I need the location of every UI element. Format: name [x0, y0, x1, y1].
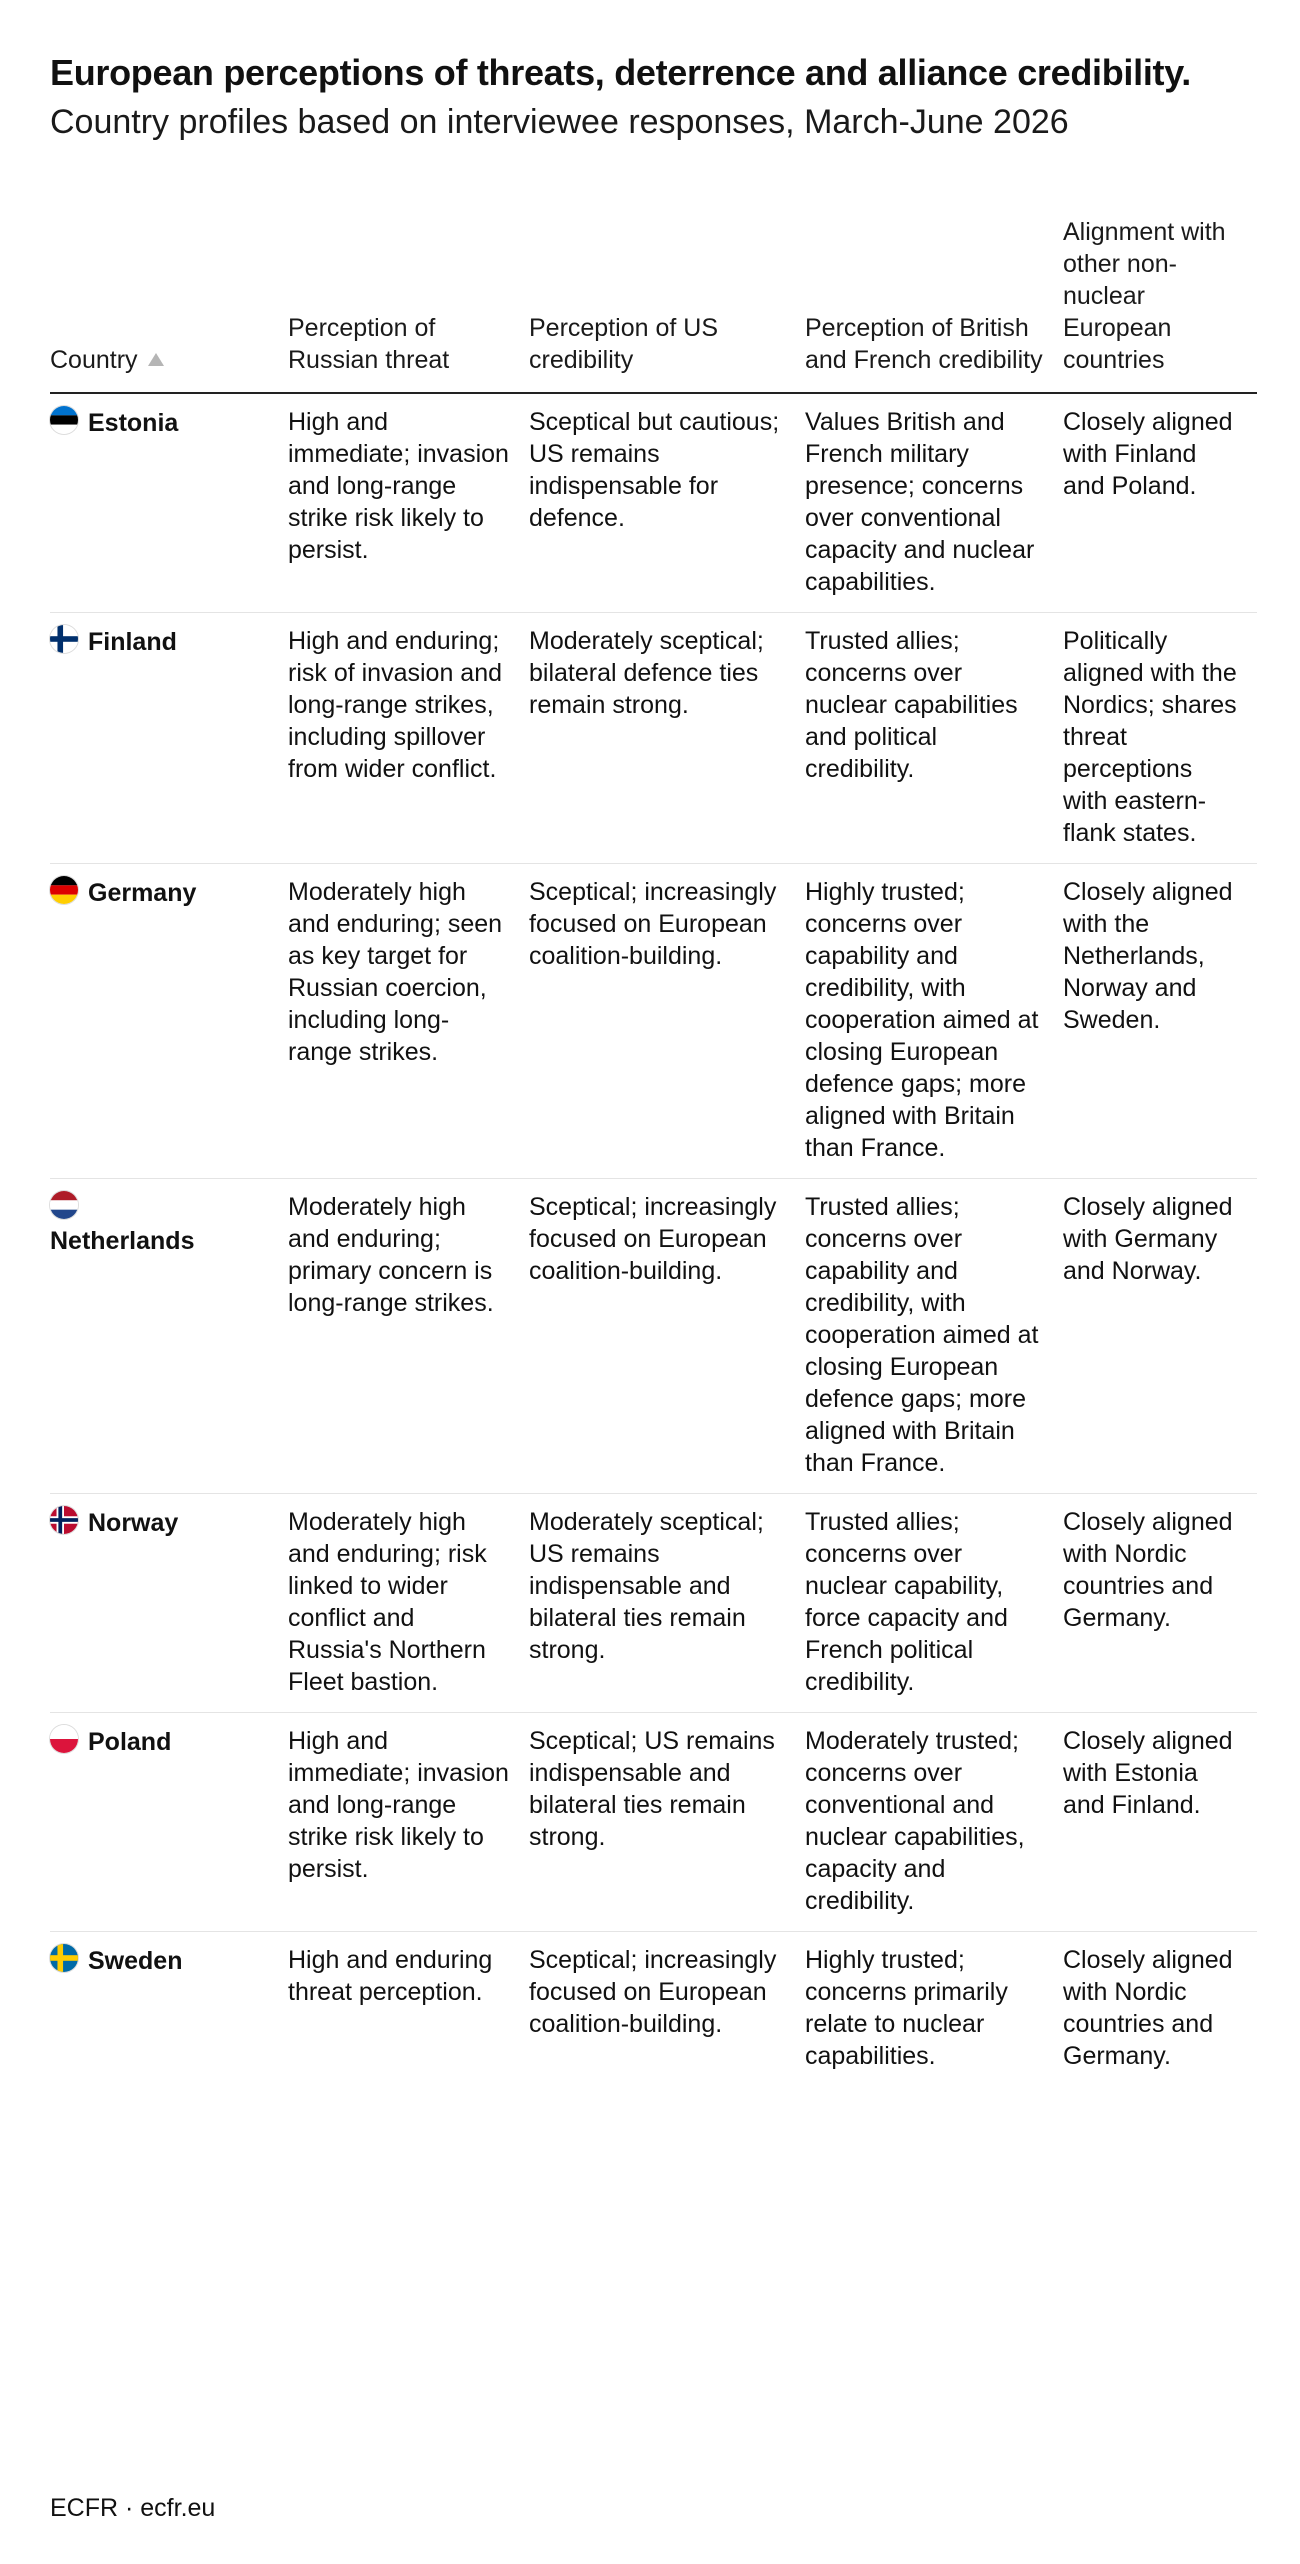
alignment-cell: Closely aligned with Estonia and Finland.: [1063, 1713, 1257, 1932]
country-name: Finland: [88, 628, 177, 656]
alignment-cell: Closely aligned with Nordic countries and Germany.: [1063, 1946, 1233, 2070]
column-header-label: Country: [50, 346, 138, 374]
russian-threat-cell: High and enduring threat perception.: [288, 1946, 493, 2006]
uk-fr-credibility-cell: Trusted allies; concerns over capability and credibility, with cooperation aimed at closing European defence gaps; more aligned with Britain than France.: [805, 1179, 1063, 1494]
table-row: [50, 393, 1257, 613]
germany-flag-icon: [50, 876, 78, 904]
norway-flag-icon: [50, 1506, 78, 1534]
country-cell: [50, 1713, 288, 1932]
table-row: [50, 864, 1257, 1179]
uk-fr-credibility-cell: Values British and French military presence; concerns over conventional capacity and nuclear capabilities.: [805, 393, 1063, 613]
alignment-cell: Politically aligned with the Nordics; shares threat perceptions with eastern-flank states.: [1063, 613, 1257, 864]
alignment-cell: Closely aligned with Finland and Poland.: [1063, 393, 1257, 613]
us-credibility-cell: Sceptical but cautious; US remains indispensable for defence.: [529, 393, 805, 613]
column-header-uk-fr-credibility[interactable]: Perception of British and French credibility: [805, 216, 1063, 393]
country-name: Germany: [88, 879, 197, 907]
country-name: Sweden: [88, 1947, 183, 1975]
table-row: [50, 1713, 1257, 1932]
finland-flag-icon: [50, 625, 78, 653]
us-credibility-cell: Moderately sceptical; bilateral defence ties remain strong.: [529, 613, 805, 864]
table-header-row: [50, 216, 1257, 393]
us-credibility-cell: Sceptical; increasingly focused on European coalition-building.: [529, 864, 805, 1179]
uk-fr-credibility-cell: Trusted allies; concerns over nuclear capability, force capacity and French political credibility.: [805, 1494, 1063, 1713]
country-name: Norway: [88, 1509, 179, 1537]
country-cell: [50, 613, 288, 864]
country-cell: [50, 1932, 288, 2087]
page-subtitle: Country profiles based on interviewee responses, March-June 2026: [50, 103, 1069, 141]
country-profiles-table: [50, 216, 1257, 2086]
russian-threat-cell: Moderately high and enduring; primary concern is long-range strikes.: [288, 1179, 529, 1494]
alignment-cell: Closely aligned with Germany and Norway.: [1063, 1179, 1257, 1494]
page-title: European perceptions of threats, deterrence and alliance credibility.: [50, 52, 1191, 93]
country-cell: [50, 1494, 288, 1713]
uk-fr-credibility-cell: Highly trusted; concerns primarily relate to nuclear capabilities.: [805, 1946, 1008, 2070]
russian-threat-cell: Moderately high and enduring; risk linked to wider conflict and Russia's Northern Fleet bastion.: [288, 1494, 529, 1713]
uk-fr-credibility-cell: Highly trusted; concerns over capability and credibility, with cooperation aimed at closing European defence gaps; more aligned with Britain than France.: [805, 864, 1063, 1179]
table-row: [50, 613, 1257, 864]
country-name: Poland: [88, 1728, 172, 1756]
column-header-us-credibility[interactable]: Perception of US credibility: [529, 216, 805, 393]
country-name: Estonia: [88, 409, 179, 437]
country-cell: [50, 864, 288, 1179]
russian-threat-cell: High and immediate; invasion and long-range strike risk likely to persist.: [288, 1713, 529, 1932]
table-row: [50, 1932, 1257, 2087]
table-row: [50, 1494, 1257, 1713]
table-row: [50, 1179, 1257, 1494]
uk-fr-credibility-cell: Trusted allies; concerns over nuclear capabilities and political credibility.: [805, 613, 1063, 864]
column-header-country[interactable]: [50, 216, 288, 393]
alignment-cell: Closely aligned with the Netherlands, Norway and Sweden.: [1063, 864, 1257, 1179]
country-cell: [50, 393, 288, 613]
column-header-alignment[interactable]: Alignment with other non-nuclear European countries: [1063, 216, 1257, 393]
country-cell: [50, 1179, 288, 1494]
russian-threat-cell: High and immediate; invasion and long-range strike risk likely to persist.: [288, 393, 529, 613]
alignment-cell: Closely aligned with Nordic countries and Germany.: [1063, 1494, 1257, 1713]
source-footer: ECFR · ecfr.eu: [50, 2494, 216, 2522]
netherlands-flag-icon: [50, 1191, 78, 1219]
us-credibility-cell: Moderately sceptical; US remains indispensable and bilateral ties remain strong.: [529, 1494, 805, 1713]
country-name: Netherlands: [50, 1227, 195, 1255]
sort-ascending-icon[interactable]: [148, 353, 164, 366]
us-credibility-cell: Sceptical; increasingly focused on European coalition-building.: [529, 1946, 777, 2038]
column-header-russian-threat[interactable]: Perception of Russian threat: [288, 216, 529, 393]
sweden-flag-icon: [50, 1944, 78, 1972]
estonia-flag-icon: [50, 406, 78, 434]
uk-fr-credibility-cell: Moderately trusted; concerns over conventional and nuclear capabilities, capacity and credibility.: [805, 1713, 1063, 1932]
russian-threat-cell: High and enduring; risk of invasion and long-range strikes, including spillover from wider conflict.: [288, 613, 529, 864]
us-credibility-cell: Sceptical; US remains indispensable and bilateral ties remain strong.: [529, 1713, 805, 1932]
poland-flag-icon: [50, 1725, 78, 1753]
russian-threat-cell: Moderately high and enduring; seen as key target for Russian coercion, including long-range strikes.: [288, 864, 529, 1179]
us-credibility-cell: Sceptical; increasingly focused on European coalition-building.: [529, 1179, 805, 1494]
